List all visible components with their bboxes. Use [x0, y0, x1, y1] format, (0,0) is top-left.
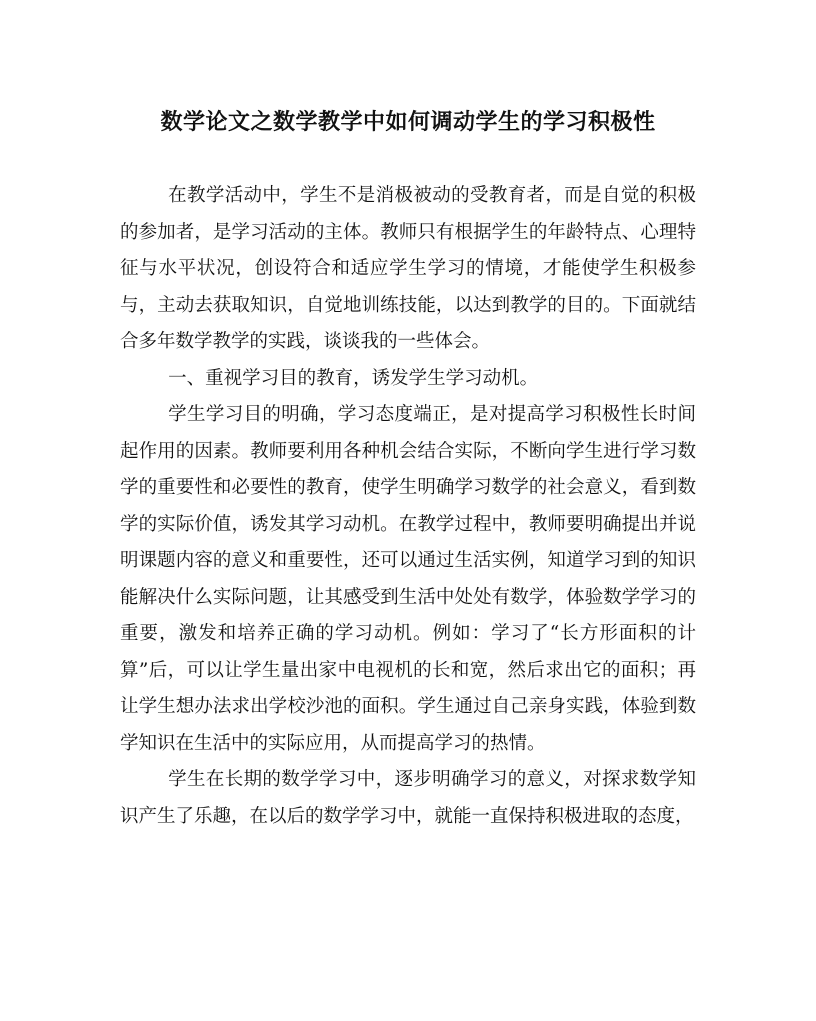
section-heading-1: 一、重视学习目的教育，诱发学生学习动机。	[168, 367, 539, 389]
document-body	[120, 178, 696, 835]
document-title: 数学论文之数学教学中如何调动学生的学习积极性	[160, 109, 656, 135]
paragraph-intro: 在教学活动中，学生不是消极被动的受教育者，而是自觉的积极的参加者，是学习活动的主体。教师只有根据学生的年龄特点、心理特征与水平状况，创设符合和适应学生学习的情境，才能使学生积极参与，主动去获取知识，自觉地训练技能，以达到教学的目的。下面就结合多年数学教学的实践，谈谈我的一些体会。	[120, 185, 696, 352]
paragraph-continuation: 学生在长期的数学学习中，逐步明确学习的意义，对探求数学知识产生了乐趣，在以后的数学学习中，就能一直保持积极进取的态度，	[120, 769, 696, 827]
paragraph-learning-purpose: 学生学习目的明确，学习态度端正，是对提高学习积极性长时间起作用的因素。教师要利用各种机会结合实际，不断向学生进行学习数学的重要性和必要性的教育，使学生明确学习数学的社会意义，看到数学的实际价值，诱发其学习动机。在教学过程中，教师要明确提出并说明课题内容的意义和重要性，还可以通过生活实例，知道学习到的知识能解决什么实际问题，让其感受到生活中处处有数学，体验数学学习的重要，激发和培养正确的学习动机。例如：学习了“长方形面积的计算”后，可以让学生量出家中电视机的长和宽，然后求出它的面积；再让学生想办法求出学校沙池的面积。学生通过自己亲身实践，体验到数学知识在生活中的实际应用，从而提高学习的热情。	[120, 404, 696, 754]
